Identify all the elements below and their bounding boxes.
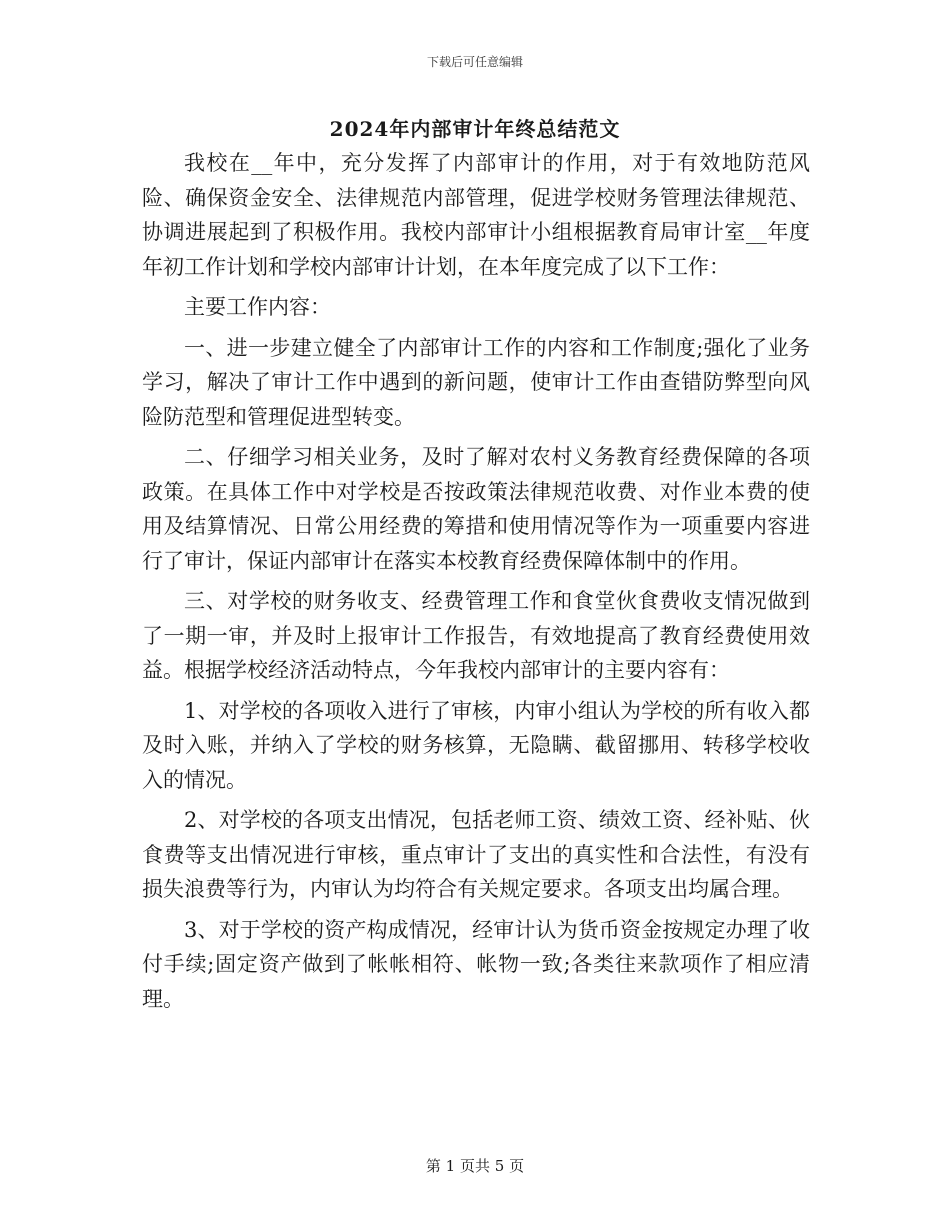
paragraph-item-2: 二、仔细学习相关业务，及时了解对农村义务教育经费保障的各项政策。在具体工作中对学校是否按政策法律规范收费、对作业本费的使用及结算情况、日常公用经费的筹措和使用情况等作为一项重要内容进行了审计，保证内部审计在落实本校教育经费保障体制中的作用。 xyxy=(142,445,810,573)
paragraph-item-1: 一、进一步建立健全了内部审计工作的内容和工作制度;强化了业务学习，解决了审计工作中遇到的新问题，使审计工作由查错防弊型向风险防范型和管理促进型转变。 xyxy=(142,335,810,429)
paragraph-sub-2: 2、对学校的各项支出情况，包括老师工资、绩效工资、经补贴、伙食费等支出情况进行审核，重点审计了支出的真实性和合法性，有没有损失浪费等行为，内审认为均符合有关规定要求。各项支出均属合理。 xyxy=(142,808,810,901)
header-note: 下载后可任意编辑 xyxy=(426,55,523,69)
paragraph-item-3: 三、对学校的财务收支、经费管理工作和食堂伙食费收支情况做到了一期一审，并及时上报审计工作报告，有效地提高了教育经费使用效益。根据学校经济活动特点，今年我校内部审计的主要内容有： xyxy=(142,589,810,682)
paragraph-intro: 我校在__年中，充分发挥了内部审计的作用，对于有效地防范风险、确保资金安全、法律规范内部管理，促进学校财务管理法律规范、协调进展起到了积极作用。我校内部审计小组根据教育局审计室__年度年初工作计划和学校内部审计计划，在本年度完成了以下工作： xyxy=(142,151,810,279)
document-title: 2024年内部审计年终总结范文 xyxy=(329,117,621,141)
document-body xyxy=(142,146,810,1022)
page-footer: 第 1 页共 5 页 xyxy=(425,1157,525,1175)
paragraph-main-work-heading: 主要工作内容： xyxy=(184,295,331,319)
paragraph-sub-3: 3、对于学校的资产构成情况，经审计认为货币资金按规定办理了收付手续;固定资产做到了帐帐相符、帐物一致;各类往来款项作了相应清理。 xyxy=(142,917,810,1011)
paragraph-sub-1: 1、对学校的各项收入进行了审核，内审小组认为学校的所有收入都及时入账，并纳入了学校的财务核算，无隐瞒、截留挪用、转移学校收入的情况。 xyxy=(142,698,810,792)
